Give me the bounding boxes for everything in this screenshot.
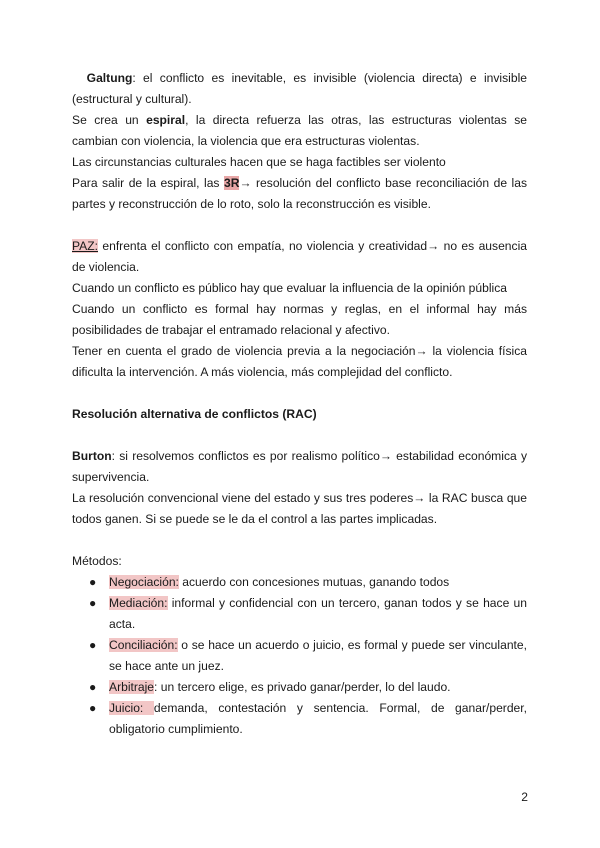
3r-term: 3R [223,176,240,190]
formal-paragraph: Cuando un conflicto es formal hay normas y reglas, en el informal hay más posibilidades de trabajar el entramado relacional y afectivo. [72,302,527,337]
paz-term: PAZ: [72,239,98,253]
espiral-paragraph [72,110,527,152]
burton-paragraph [72,446,527,488]
method-text: acuerdo con concesiones mutuas, ganando todos [178,575,450,589]
salir-pre: Para salir de la espiral, las [72,176,224,190]
bullet-icon: ● [89,596,97,610]
document-page [72,68,527,740]
grado-paragraph: Tener en cuenta el grado de violencia previa a la negociación→ la violencia física dificulta la intervención. A más violencia, más complejidad del conflicto. [72,344,527,379]
galtung-text: : el conflicto es inevitable, es invisible (violencia directa) e invisible (estructural y cultural). [72,71,527,106]
list-item [72,593,527,635]
list-item [72,698,527,740]
section-heading: Resolución alternativa de conflictos (RAC) [72,407,317,421]
method-term: Mediación: [109,596,168,610]
galtung-name: Galtung [86,71,133,85]
convencional-paragraph: La resolución convencional viene del estado y sus tres poderes→ la RAC busca que todos ganen. Si se puede se le da el control a las partes implicadas. [72,491,527,526]
burton-text: : si resolvemos conflictos es por realismo político→ estabilidad económica y supervivencia. [72,449,527,484]
list-item [72,677,527,698]
method-term: Arbitraje [109,680,155,694]
bullet-icon: ● [89,638,97,652]
method-text: o se hace un acuerdo o juicio, es formal y puede ser vinculante, se hace ante un juez. [109,638,527,673]
method-term: Juicio: [109,701,154,715]
paz-text: enfrenta el conflicto con empatía, no violencia y creatividad→ no es ausencia de violencia. [72,239,527,274]
bullet-icon: ● [89,680,97,694]
page-number: 2 [521,790,528,804]
circunstancias-paragraph: Las circunstancias culturales hacen que se haga factibles ser violento [72,155,446,169]
espiral-post: , la directa refuerza las otras, las estructuras violentas se cambian con violencia, la violencia que era estructuras violentas. [72,113,527,148]
paz-paragraph [72,236,527,278]
method-text: demanda, contestación y sentencia. Formal, de ganar/perder, obligatorio cumplimiento. [109,701,527,736]
espiral-term: espiral [146,113,186,127]
method-text: : un tercero elige, es privado ganar/perder, lo del laudo. [154,680,451,694]
galtung-paragraph [72,68,527,110]
list-item [72,572,527,593]
salir-post: → resolución del conflicto base reconciliación de las partes y reconstrucción de lo roto, solo la reconstrucción es visible. [72,176,527,211]
methods-list [72,572,527,740]
methods-label: Métodos: [72,554,122,568]
bullet-icon: ● [89,575,97,589]
bullet-icon: ● [89,701,97,715]
publico-paragraph: Cuando un conflicto es público hay que evaluar la influencia de la opinión pública [72,281,508,295]
method-term: Conciliación: [109,638,178,652]
list-item [72,635,527,677]
method-term: Negociación: [109,575,179,589]
espiral-pre: Se crea un [72,113,147,127]
method-text: informal y confidencial con un tercero, ganan todos y se hace un acta. [109,596,527,631]
burton-name: Burton [72,449,112,463]
salir-paragraph [72,173,527,215]
